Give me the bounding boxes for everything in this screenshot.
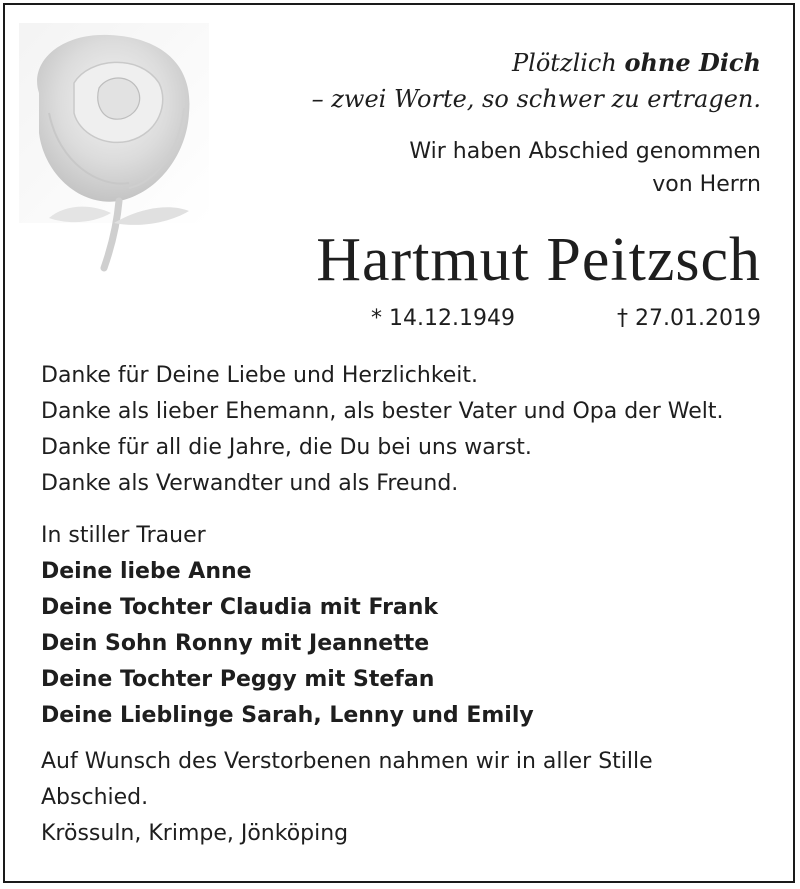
mourner-name: Deine Tochter Claudia mit Frank — [41, 595, 439, 620]
thanks-line: Danke für all die Jahre, die Du bei uns warst. — [41, 435, 532, 460]
thanks-line: Danke als lieber Ehemann, als bester Vater und Opa der Welt. — [41, 399, 724, 424]
birth-date: * 14.12.1949 — [371, 306, 515, 331]
intro-line1: Wir haben Abschied genommen — [409, 139, 761, 164]
rose-image — [19, 23, 209, 273]
closing-block — [41, 744, 653, 852]
death-date: † 27.01.2019 — [617, 306, 761, 331]
poem-line1-bold: ohne Dich — [624, 48, 761, 77]
intro-line2: von Herrn — [652, 172, 761, 197]
thanks-line: Danke als Verwandter und als Freund. — [41, 471, 459, 496]
mourners-heading: In stiller Trauer — [41, 523, 206, 548]
mourner-name: Deine Tochter Peggy mit Stefan — [41, 667, 435, 692]
poem — [312, 45, 761, 117]
mourner-name: Deine liebe Anne — [41, 559, 252, 584]
thanks-line: Danke für Deine Liebe und Herzlichkeit. — [41, 363, 479, 388]
mourner-name: Dein Sohn Ronny mit Jeannette — [41, 631, 430, 656]
thanks-block — [41, 358, 723, 502]
mourner-name: Deine Lieblinge Sarah, Lenny und Emily — [41, 703, 534, 728]
poem-line1-prefix: Plötzlich — [512, 49, 617, 77]
closing-places: Krössuln, Krimpe, Jönköping — [41, 821, 349, 846]
obituary-frame — [3, 3, 795, 883]
closing-line1: Auf Wunsch des Verstorbenen nahmen wir in aller Stille — [41, 749, 653, 774]
mourners-block — [41, 518, 534, 734]
closing-line2: Abschied. — [41, 785, 149, 810]
intro — [409, 135, 761, 201]
deceased-name: Hartmut Peitzsch — [316, 226, 761, 294]
poem-line2: – zwei Worte, so schwer zu ertragen. — [311, 85, 761, 113]
